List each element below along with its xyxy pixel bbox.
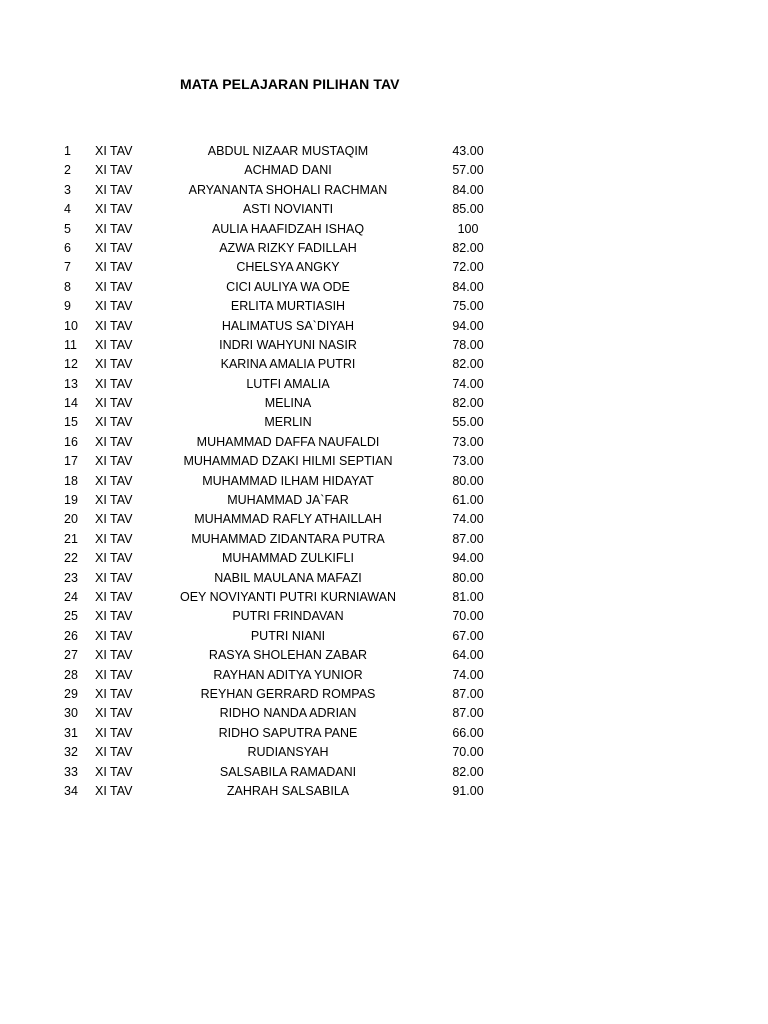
row-student-name: KARINA AMALIA PUTRI	[220, 357, 356, 372]
row-number: 15	[64, 415, 78, 430]
row-number: 31	[64, 725, 78, 740]
row-number: 17	[64, 454, 78, 469]
row-number: 9	[64, 299, 71, 314]
row-student-name: AULIA HAAFIDZAH ISHAQ	[211, 221, 365, 236]
row-class: XI TAV	[95, 648, 133, 663]
row-score: 80.00	[452, 473, 484, 488]
table-row	[0, 433, 768, 452]
row-number: 29	[64, 686, 78, 701]
row-student-name: AZWA RIZKY FADILLAH	[219, 240, 357, 255]
row-number: 20	[64, 512, 78, 527]
table-row	[0, 607, 768, 626]
row-number: 2	[64, 163, 71, 178]
row-score: 66.00	[452, 725, 484, 740]
row-class: XI TAV	[95, 725, 133, 740]
row-student-name: PUTRI FRINDAVAN	[232, 609, 344, 624]
table-row	[0, 491, 768, 510]
table-row	[0, 413, 768, 432]
row-class: XI TAV	[95, 357, 133, 372]
row-class: XI TAV	[95, 396, 133, 411]
row-student-name: ARYANANTA SHOHALI RACHMAN	[188, 182, 388, 197]
row-student-name: RIDHO NANDA ADRIAN	[219, 706, 357, 721]
row-score: 87.00	[452, 686, 484, 701]
table-row	[0, 743, 768, 762]
row-score: 70.00	[452, 609, 484, 624]
table-row	[0, 782, 768, 801]
row-score: 85.00	[452, 202, 484, 217]
row-class: XI TAV	[95, 415, 133, 430]
row-number: 24	[64, 589, 78, 604]
row-class: XI TAV	[95, 240, 133, 255]
row-score: 70.00	[452, 745, 484, 760]
row-number: 5	[64, 221, 71, 236]
row-student-name: SALSABILA RAMADANI	[219, 764, 357, 779]
row-score: 100	[457, 221, 479, 236]
row-score: 73.00	[452, 434, 484, 449]
row-number: 12	[64, 357, 78, 372]
row-number: 25	[64, 609, 78, 624]
page-title: MATA PELAJARAN PILIHAN TAV	[180, 76, 400, 92]
row-class: XI TAV	[95, 706, 133, 721]
table-row	[0, 452, 768, 471]
row-score: 82.00	[452, 240, 484, 255]
row-class: XI TAV	[95, 337, 133, 352]
row-class: XI TAV	[95, 551, 133, 566]
table-row	[0, 549, 768, 568]
row-score: 94.00	[452, 318, 484, 333]
row-class: XI TAV	[95, 163, 133, 178]
table-row	[0, 666, 768, 685]
row-class: XI TAV	[95, 182, 133, 197]
table-row	[0, 220, 768, 239]
row-class: XI TAV	[95, 221, 133, 236]
row-number: 8	[64, 279, 71, 294]
row-score: 82.00	[452, 357, 484, 372]
row-class: XI TAV	[95, 764, 133, 779]
row-score: 87.00	[452, 706, 484, 721]
row-number: 34	[64, 783, 78, 798]
table-row	[0, 317, 768, 336]
row-score: 74.00	[452, 512, 484, 527]
row-number: 1	[64, 144, 71, 158]
row-class: XI TAV	[95, 667, 133, 682]
row-student-name: ZAHRAH SALSABILA	[226, 783, 350, 798]
row-class: XI TAV	[95, 202, 133, 217]
row-class: XI TAV	[95, 783, 133, 798]
table-row	[0, 161, 768, 180]
row-class: XI TAV	[95, 609, 133, 624]
row-number: 3	[64, 182, 71, 197]
row-student-name: MELINA	[264, 396, 312, 411]
table-row	[0, 472, 768, 491]
table-row	[0, 181, 768, 200]
row-score: 94.00	[452, 551, 484, 566]
row-class: XI TAV	[95, 279, 133, 294]
row-class: XI TAV	[95, 434, 133, 449]
row-class: XI TAV	[95, 493, 133, 508]
row-number: 18	[64, 473, 78, 488]
row-student-name: MUHAMMAD ZULKIFLI	[222, 551, 354, 566]
row-class: XI TAV	[95, 260, 133, 275]
row-student-name: PUTRI NIANI	[250, 628, 326, 643]
row-class: XI TAV	[95, 299, 133, 314]
row-student-name: ASTI NOVIANTI	[242, 202, 334, 217]
row-class: XI TAV	[95, 570, 133, 585]
row-score: 73.00	[452, 454, 484, 469]
table-row	[0, 627, 768, 646]
row-score: 80.00	[452, 570, 484, 585]
row-student-name: MUHAMMAD ILHAM HIDAYAT	[202, 473, 374, 488]
row-score: 61.00	[452, 493, 484, 508]
row-score: 82.00	[452, 396, 484, 411]
row-number: 28	[64, 667, 78, 682]
table-row	[0, 200, 768, 219]
row-class: XI TAV	[95, 376, 133, 391]
row-number: 14	[64, 396, 78, 411]
row-student-name: MUHAMMAD JA`FAR	[227, 493, 349, 508]
row-student-name: RUDIANSYAH	[247, 745, 329, 760]
row-student-name: CICI AULIYA WA ODE	[226, 279, 350, 294]
table-row	[0, 336, 768, 355]
table-row	[0, 510, 768, 529]
row-class: XI TAV	[95, 745, 133, 760]
row-number: 19	[64, 493, 78, 508]
row-class: XI TAV	[95, 512, 133, 527]
row-number: 6	[64, 240, 71, 255]
table-row	[0, 258, 768, 277]
row-student-name: MUHAMMAD ZIDANTARA PUTRA	[191, 531, 385, 546]
row-class: XI TAV	[95, 589, 133, 604]
row-score: 55.00	[452, 415, 484, 430]
row-class: XI TAV	[95, 628, 133, 643]
row-score: 74.00	[452, 667, 484, 682]
row-number: 10	[64, 318, 78, 333]
table-row	[0, 685, 768, 704]
table-row	[0, 569, 768, 588]
row-number: 7	[64, 260, 71, 275]
row-student-name: MERLIN	[264, 415, 312, 430]
row-student-name: NABIL MAULANA MAFAZI	[214, 570, 362, 585]
row-score: 72.00	[452, 260, 484, 275]
table-row	[0, 724, 768, 743]
row-number: 22	[64, 551, 78, 566]
row-number: 4	[64, 202, 71, 217]
row-score: 82.00	[452, 764, 484, 779]
row-score: 78.00	[452, 337, 484, 352]
row-number: 16	[64, 434, 78, 449]
row-score: 87.00	[452, 531, 484, 546]
row-student-name: ACHMAD DANI	[244, 163, 332, 178]
table-row	[0, 142, 768, 161]
row-score: 74.00	[452, 376, 484, 391]
row-student-name: RASYA SHOLEHAN ZABAR	[208, 648, 368, 663]
row-score: 81.00	[452, 589, 484, 604]
row-class: XI TAV	[95, 318, 133, 333]
row-student-name: MUHAMMAD RAFLY ATHAILLAH	[194, 512, 382, 527]
row-class: XI TAV	[95, 454, 133, 469]
table-row	[0, 394, 768, 413]
row-score: 43.00	[452, 144, 484, 158]
row-number: 32	[64, 745, 78, 760]
row-student-name: MUHAMMAD DZAKI HILMI SEPTIAN	[183, 454, 393, 469]
row-score: 84.00	[452, 279, 484, 294]
row-class: XI TAV	[95, 144, 133, 158]
score-table	[0, 142, 768, 801]
row-number: 13	[64, 376, 78, 391]
row-number: 27	[64, 648, 78, 663]
row-student-name: REYHAN GERRARD ROMPAS	[200, 686, 376, 701]
row-score: 64.00	[452, 648, 484, 663]
row-number: 33	[64, 764, 78, 779]
row-class: XI TAV	[95, 686, 133, 701]
row-score: 67.00	[452, 628, 484, 643]
table-row	[0, 239, 768, 258]
table-row	[0, 646, 768, 665]
row-student-name: ERLITA MURTIASIH	[230, 299, 346, 314]
table-row	[0, 278, 768, 297]
row-score: 75.00	[452, 299, 484, 314]
row-student-name: RIDHO SAPUTRA PANE	[218, 725, 358, 740]
row-student-name: HALIMATUS SA`DIYAH	[221, 318, 355, 333]
row-score: 91.00	[452, 783, 484, 798]
table-row	[0, 588, 768, 607]
row-score: 84.00	[452, 182, 484, 197]
row-number: 26	[64, 628, 78, 643]
table-row	[0, 530, 768, 549]
row-class: XI TAV	[95, 531, 133, 546]
row-student-name: INDRI WAHYUNI NASIR	[219, 337, 357, 352]
row-student-name: OEY NOVIYANTI PUTRI KURNIAWAN	[180, 589, 396, 604]
row-class: XI TAV	[95, 473, 133, 488]
row-number: 21	[64, 531, 78, 546]
table-row	[0, 763, 768, 782]
row-number: 23	[64, 570, 78, 585]
row-student-name: MUHAMMAD DAFFA NAUFALDI	[196, 434, 380, 449]
table-row	[0, 297, 768, 316]
table-row	[0, 375, 768, 394]
row-student-name: RAYHAN ADITYA YUNIOR	[213, 667, 363, 682]
row-score: 57.00	[452, 163, 484, 178]
table-row	[0, 355, 768, 374]
row-student-name: ABDUL NIZAAR MUSTAQIM	[207, 144, 369, 158]
table-row	[0, 704, 768, 723]
row-number: 30	[64, 706, 78, 721]
row-student-name: LUTFI AMALIA	[246, 376, 330, 391]
row-number: 11	[64, 337, 77, 352]
row-student-name: CHELSYA ANGKY	[236, 260, 340, 275]
